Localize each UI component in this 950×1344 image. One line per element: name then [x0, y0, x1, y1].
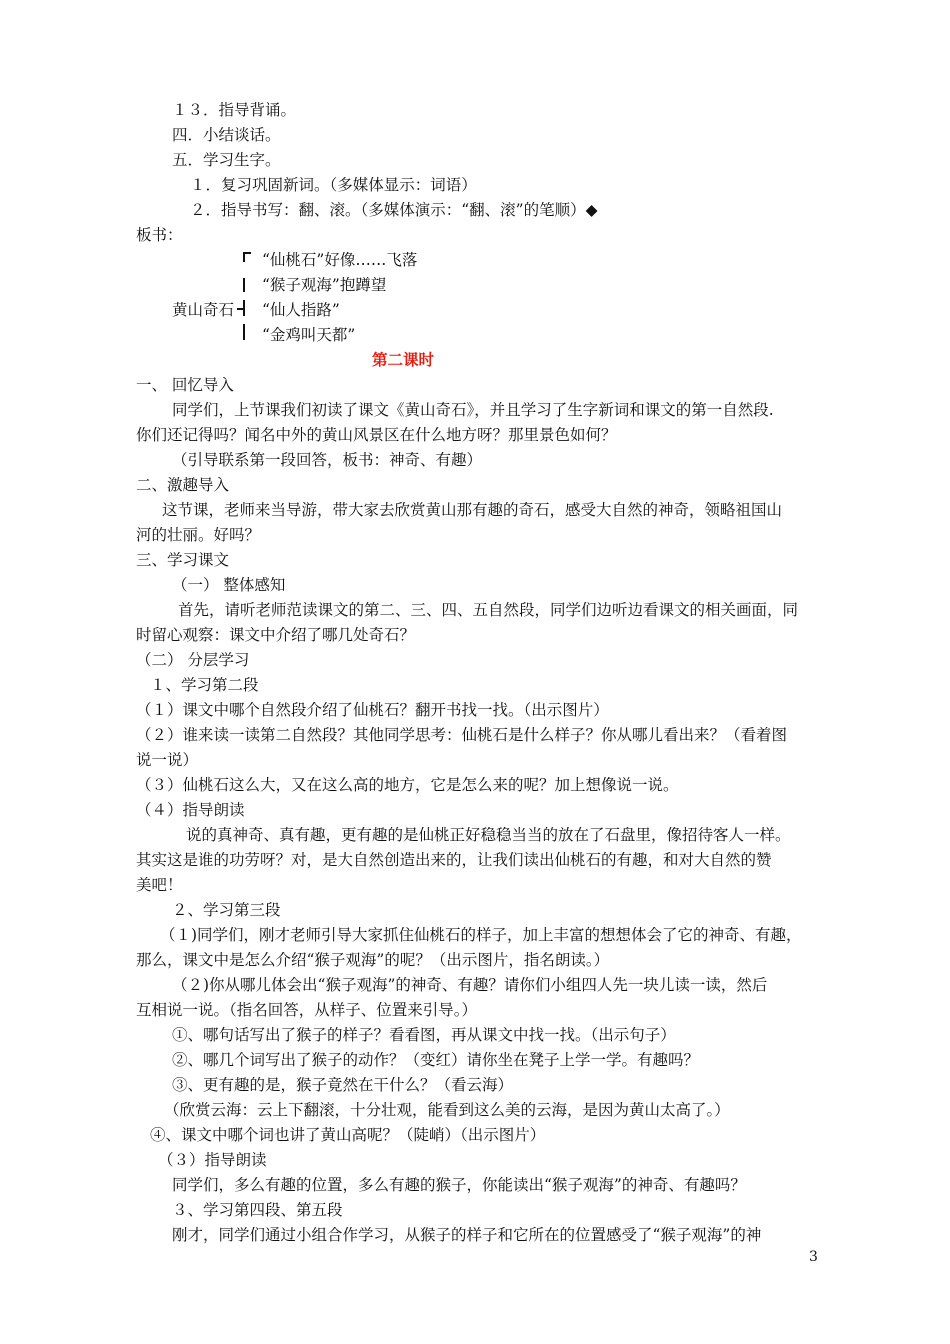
- board-line: “金鸡叫天都”: [262, 326, 356, 344]
- text-line: 说一说）: [136, 751, 199, 769]
- section-title: 第二课时: [372, 350, 435, 369]
- text-line: （引导联系第一段回答，板书：神奇、有趣）: [172, 451, 483, 469]
- text-line: １．复习巩固新词。（多媒体显示：词语）: [190, 176, 477, 194]
- text-line: ３、学习第四段、第五段: [172, 1201, 343, 1219]
- text-line: 四．小结谈话。: [172, 126, 281, 144]
- text-line: （２)你从哪儿体会出“猴子观海”的神奇、有趣？请你们小组四人先一块儿读一读，然后: [172, 976, 768, 994]
- text-line: 那么，课文中是怎么介绍“猴子观海”的呢？（出示图片，指名朗读。）: [136, 951, 610, 969]
- text-line: （欣赏云海：云上下翻滚，十分壮观，能看到这么美的云海，是因为黄山太高了。）: [164, 1101, 730, 1119]
- text-line: （２）谁来读一读第二自然段？其他同学思考：仙桃石是什么样子？你从哪儿看出来？（看着图: [136, 726, 788, 744]
- board-line: “仙桃石”好像……飞落: [262, 251, 418, 269]
- text-line: ２、学习第三段: [172, 901, 281, 919]
- text-line: 二、激趣导入: [136, 476, 230, 494]
- text-line: ②、哪几个词写出了猴子的动作？（变红）请你坐在凳子上学一学。有趣吗？: [172, 1051, 700, 1069]
- text-line: 板书：: [136, 226, 183, 244]
- text-line: ２．指导书写：翻、滚。（多媒体演示：“翻、滚”的笔顺）◆: [190, 201, 598, 219]
- text-line: 河的壮丽。好吗？: [136, 526, 261, 544]
- text-line: （３）仙桃石这么大，又在这么高的地方，它是怎么来的呢？加上想像说一说。: [136, 776, 679, 794]
- text-line: （１）课文中哪个自然段介绍了仙桃石？翻开书找一找。（出示图片）: [136, 701, 609, 719]
- text-line: （３）指导朗读: [158, 1151, 267, 1169]
- text-line: 五．学习生字。: [172, 151, 281, 169]
- bracket-tick: [237, 308, 243, 310]
- text-line: 你们还记得吗？闻名中外的黄山风景区在什么地方呀？那里景色如何？: [136, 426, 617, 444]
- text-line: 一、 回忆导入: [136, 376, 234, 394]
- bracket-corner-stem: [243, 252, 245, 262]
- page-number: 3: [809, 1249, 818, 1265]
- text-line: 三、学习课文: [136, 551, 230, 569]
- text-line: 同学们，上节课我们初读了课文《黄山奇石》，并且学习了生字新词和课文的第一自然段.: [172, 401, 774, 419]
- text-line: （１)同学们，刚才老师引导大家抓住仙桃石的样子，加上丰富的想想体会了它的神奇、有趣，: [160, 926, 802, 944]
- text-line: 美吧！: [136, 876, 183, 894]
- text-line: 同学们，多么有趣的位置，多么有趣的猴子，你能读出“猴子观海”的神奇、有趣吗？: [172, 1176, 746, 1194]
- board-line: “仙人指路”: [262, 301, 340, 319]
- text-line: １、学习第二段: [150, 676, 259, 694]
- text-line: 其实这是谁的功劳呀？对，是大自然创造出来的，让我们读出仙桃石的有趣，和对大自然的赞: [136, 851, 772, 869]
- board-title: 黄山奇石: [172, 301, 235, 319]
- text-line: １３．指导背诵。: [172, 101, 297, 119]
- text-line: （二） 分层学习: [136, 651, 250, 669]
- text-line: 首先，请听老师范读课文的第二、三、四、五自然段，同学们边听边看课文的相关画面，同: [178, 601, 799, 619]
- text-line: 时留心观察：课文中介绍了哪几处奇石？: [136, 626, 416, 644]
- text-line: （４）指导朗读: [136, 801, 245, 819]
- text-line: 这节课，老师来当导游，带大家去欣赏黄山那有趣的奇石，感受大自然的神奇，领略祖国山: [162, 501, 783, 519]
- text-line: ①、哪句话写出了猴子的样子？看看图，再从课文中找一找。（出示句子）: [172, 1026, 676, 1044]
- text-line: ④、课文中哪个词也讲了黄山高呢？（陡峭）（出示图片）: [150, 1126, 546, 1144]
- bracket-bar: [243, 300, 245, 316]
- bracket-bar: [243, 324, 245, 340]
- text-line: ③、更有趣的是，猴子竟然在干什么？（看云海）: [172, 1076, 514, 1094]
- bracket-bar: [243, 278, 245, 292]
- text-line: 刚才，同学们通过小组合作学习，从猴子的样子和它所在的位置感受了“猴子观海”的神: [172, 1226, 762, 1244]
- board-line: “猴子观海”抱蹲望: [262, 276, 387, 294]
- text-line: （一） 整体感知: [172, 576, 286, 594]
- text-line: 互相说一说。（指名回答，从样子、位置来引导。）: [136, 1001, 478, 1019]
- text-line: 说的真神奇、真有趣，更有趣的是仙桃正好稳稳当当的放在了石盘里，像招待客人一样。: [186, 826, 791, 844]
